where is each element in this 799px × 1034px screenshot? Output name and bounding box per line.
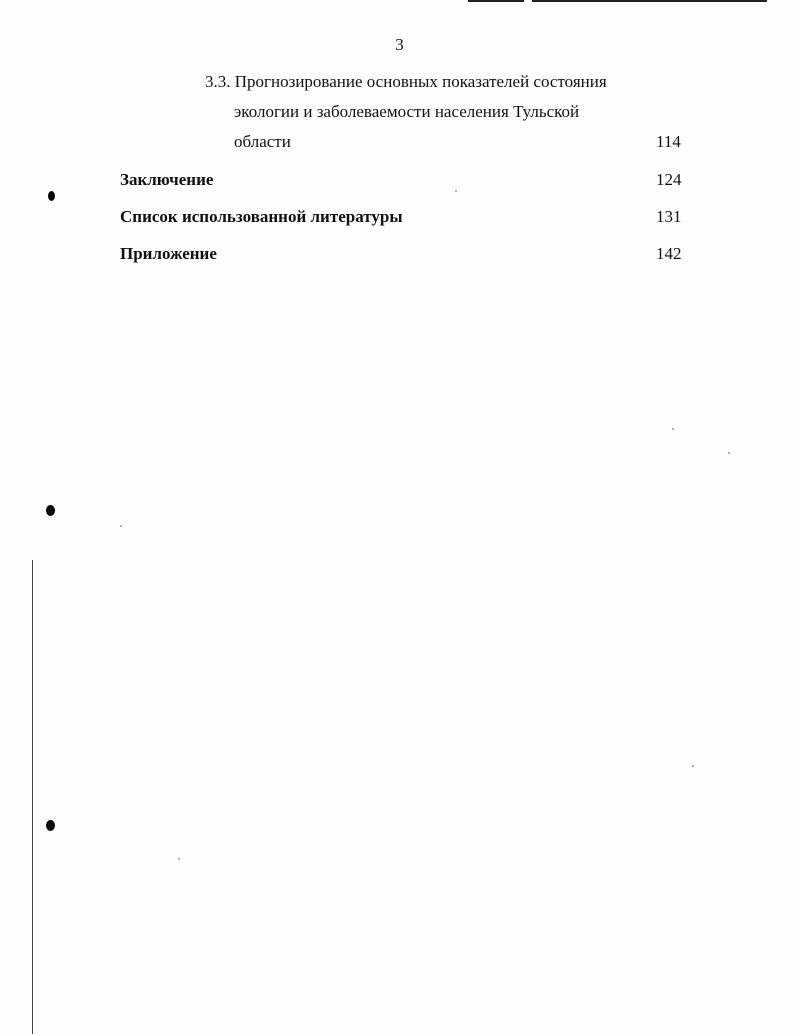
page-number: 3 bbox=[395, 35, 404, 54]
punch-hole-mark bbox=[46, 820, 55, 831]
toc-subentry-line: экологии и заболеваемости населения Тульской bbox=[234, 102, 580, 121]
punch-hole-mark bbox=[48, 191, 55, 201]
punch-hole-mark bbox=[46, 505, 55, 516]
scan-border-mark bbox=[532, 0, 767, 2]
toc-entry-title: Список использованной литературы bbox=[120, 207, 403, 226]
toc-page-number: 114 bbox=[656, 132, 681, 151]
scan-speck bbox=[728, 452, 730, 454]
toc-page-number: 124 bbox=[656, 170, 682, 189]
scan-speck bbox=[455, 190, 457, 192]
toc-subentry-line: области bbox=[234, 132, 291, 151]
scan-speck bbox=[120, 525, 122, 527]
toc-subentry-line: 3.3. Прогнозирование основных показателей состояния bbox=[205, 72, 607, 91]
toc-entry-title: Приложение bbox=[120, 244, 217, 263]
toc-entry-title: Заключение bbox=[120, 170, 214, 189]
scan-border-mark bbox=[468, 0, 524, 2]
binding-edge-line bbox=[32, 560, 33, 1034]
toc-page-number: 142 bbox=[656, 244, 682, 263]
scan-speck bbox=[672, 428, 674, 430]
scan-speck bbox=[692, 765, 694, 767]
toc-page-number: 131 bbox=[656, 207, 682, 226]
scan-speck bbox=[178, 858, 180, 860]
